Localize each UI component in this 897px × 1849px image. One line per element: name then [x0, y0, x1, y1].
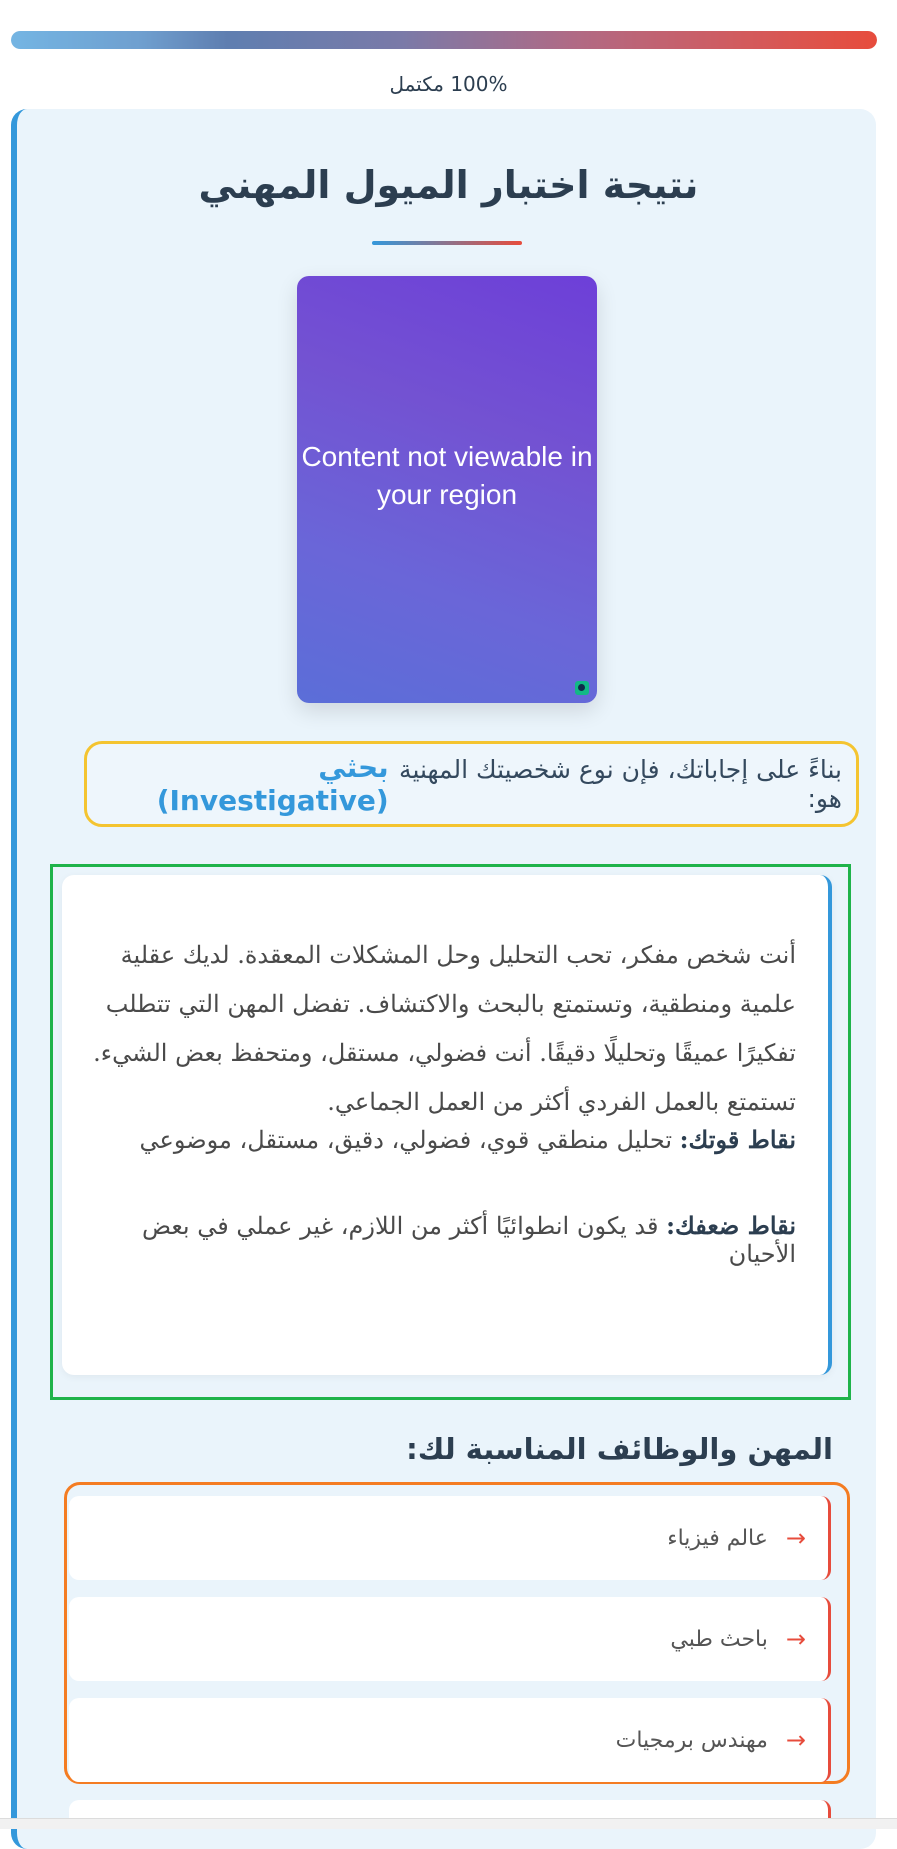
progress-label: 100% مكتمل	[389, 72, 508, 96]
strengths-label: نقاط قوتك:	[679, 1125, 796, 1154]
progress-bar	[11, 31, 877, 49]
arrow-left-icon: →	[785, 1726, 806, 1754]
image-placeholder-text: Content not viewable in your region	[301, 441, 593, 510]
job-label: مهندس برمجيات	[615, 1727, 768, 1753]
description-paragraph: أنت شخص مفكر، تحب التحليل وحل المشكلات المعقدة. لديك عقلية علمية ومنطقية، وتستمتع بالبحث والاكتشاف. تفضل المهن التي تتطلب تفكيرًا عميقًا وتحليلًا دقيقًا. أنت فضولي، مستقل، ومتحفظ بعض الشيء. تستمتع بالعمل الفردي أكثر من العمل الجماعي.	[93, 941, 796, 1116]
description-card	[62, 875, 832, 1375]
progress-fill	[11, 31, 877, 49]
arrow-left-icon: →	[785, 1524, 806, 1552]
result-summary	[84, 741, 859, 827]
result-prefix: بناءً على إجاباتك، فإن نوع شخصيتك المهنية هو:	[399, 755, 842, 813]
image-badge-icon	[575, 681, 589, 695]
weaknesses-label: نقاط ضعفك:	[666, 1211, 796, 1240]
strengths-text: تحليل منطقي قوي، فضولي، دقيق، مستقل، موضوعي	[139, 1126, 673, 1154]
job-item[interactable]	[69, 1496, 831, 1580]
job-label: عالم فيزياء	[667, 1525, 768, 1551]
job-item[interactable]	[69, 1698, 831, 1782]
job-item[interactable]	[69, 1597, 831, 1681]
result-type: بحثي (Investigative)	[156, 751, 389, 817]
weaknesses-line	[86, 1211, 796, 1268]
jobs-heading: المهن والوظائف المناسبة لك:	[406, 1432, 833, 1466]
arrow-left-icon: →	[785, 1625, 806, 1653]
page-title: نتيجة اختبار الميول المهني	[198, 163, 699, 207]
title-underline	[372, 241, 522, 245]
bottom-scrollbar[interactable]	[0, 1818, 897, 1829]
job-label: باحث طبي	[670, 1626, 768, 1652]
weaknesses-text: قد يكون انطوائيًا أكثر من اللازم، غير عملي في بعض الأحيان	[141, 1212, 796, 1268]
strengths-line	[86, 1125, 796, 1154]
personality-image	[297, 276, 597, 703]
